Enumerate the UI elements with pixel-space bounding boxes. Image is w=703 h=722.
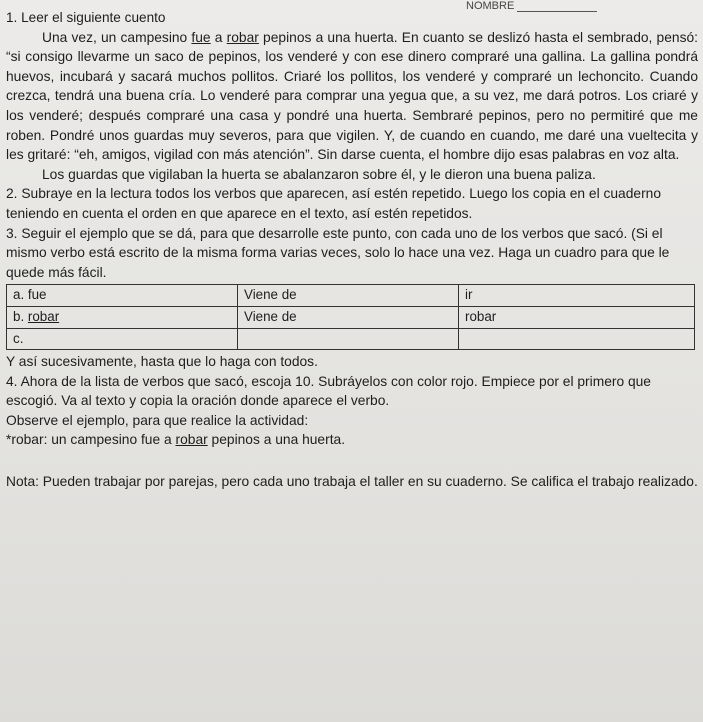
- story-text: pepinos a una huerta. En cuanto se deslizó hasta el sembrado, pensó: “si consigo llevarme un saco de pepinos, los venderé y con ese dinero compraré una gallina. La gallina pondrá huevos, incubará y sacará muchos pollitos. Criaré los pollitos, los venderé y compraré un lechoncito. Cuando crezca, tendrá una buena cría. Lo venderé para comprar una yegua que, a su vez, me dará potros. Los criaré y los venderé; después compraré una casa y pondré una huerta. Sembraré pepinos, pero no permitiré que me roben. Pondré unos guardas muy severos, para que vigilen. Y, de cuando en cuando, me daré una vueltecita y les gritaré: “eh, amigos, vigilad con más atención”. Sin darse cuenta, el hombre dijo esas palabras en voz alta.: [6, 29, 698, 163]
- infinitive-cell: robar: [459, 307, 695, 329]
- q1-title: 1. Leer el siguiente cuento: [6, 10, 166, 25]
- example-text: pepinos a una huerta.: [207, 432, 346, 448]
- row-verb: fue: [27, 287, 47, 303]
- spacer: [6, 450, 698, 472]
- worksheet-content: [6, 8, 698, 491]
- q3-instruction: 3. Seguir el ejemplo que se dá, para que desarrolle este punto, con cada uno de los verbos que sacó. (Si el mismo verbo está escrito de la misma forma varias veces, solo lo hace una vez. Haga un cuadro para que le quede más fácil.: [6, 225, 670, 280]
- story-text: a: [210, 29, 227, 45]
- q4-instruction: 4. Ahora de la lista de verbos que sacó, escoja 10. Subráyelos con color rojo. Empiece por el primero que escogió. Va al texto y copia la oración donde aparece el verbo.: [6, 373, 651, 409]
- viene-cell: [238, 329, 459, 350]
- q4-example: [6, 430, 698, 450]
- table-row: [7, 285, 695, 307]
- story-text: Una vez, un campesino: [42, 29, 192, 45]
- q4-observe: Observe el ejemplo, para que realice la actividad:: [6, 412, 309, 428]
- name-label: NOMBRE: [466, 0, 515, 12]
- story-paragraph-1: [6, 28, 698, 165]
- verb-cell: [7, 329, 238, 350]
- underlined-verb-robar: robar: [226, 29, 259, 45]
- verb-cell: [7, 307, 238, 329]
- viene-cell: Viene de: [238, 285, 459, 307]
- row-prefix: c.: [13, 331, 24, 347]
- infinitive-cell: [459, 329, 695, 350]
- example-table: [6, 284, 695, 350]
- nota: Nota: Pueden trabajar por parejas, pero cada uno trabaja el taller en su cuaderno. Se califica el trabajo realizado.: [6, 473, 698, 489]
- table-row: [7, 307, 695, 329]
- q2-instruction: 2. Subraye en la lectura todos los verbos que aparecen, así estén repetido. Luego los copia en el cuaderno teniendo en cuenta el orden en que aparece en el texto, así estén repetidos.: [6, 186, 662, 221]
- viene-cell: Viene de: [238, 307, 459, 329]
- story-paragraph-2: Los guardas que vigilaban la huerta se abalanzaron sobre él, y le dieron una buena paliza.: [42, 166, 596, 182]
- example-text: *robar: un campesino fue a: [6, 432, 176, 448]
- row-prefix: b.: [13, 309, 28, 325]
- infinitive-cell: ir: [459, 285, 695, 307]
- example-verb: robar: [175, 432, 208, 448]
- row-verb: robar: [27, 309, 60, 325]
- row-prefix: a.: [13, 287, 28, 303]
- underlined-verb-fue: fue: [191, 29, 211, 45]
- q3-after-table: Y así sucesivamente, hasta que lo haga con todos.: [6, 353, 318, 369]
- table-row: [7, 329, 695, 350]
- verb-cell: [7, 285, 238, 307]
